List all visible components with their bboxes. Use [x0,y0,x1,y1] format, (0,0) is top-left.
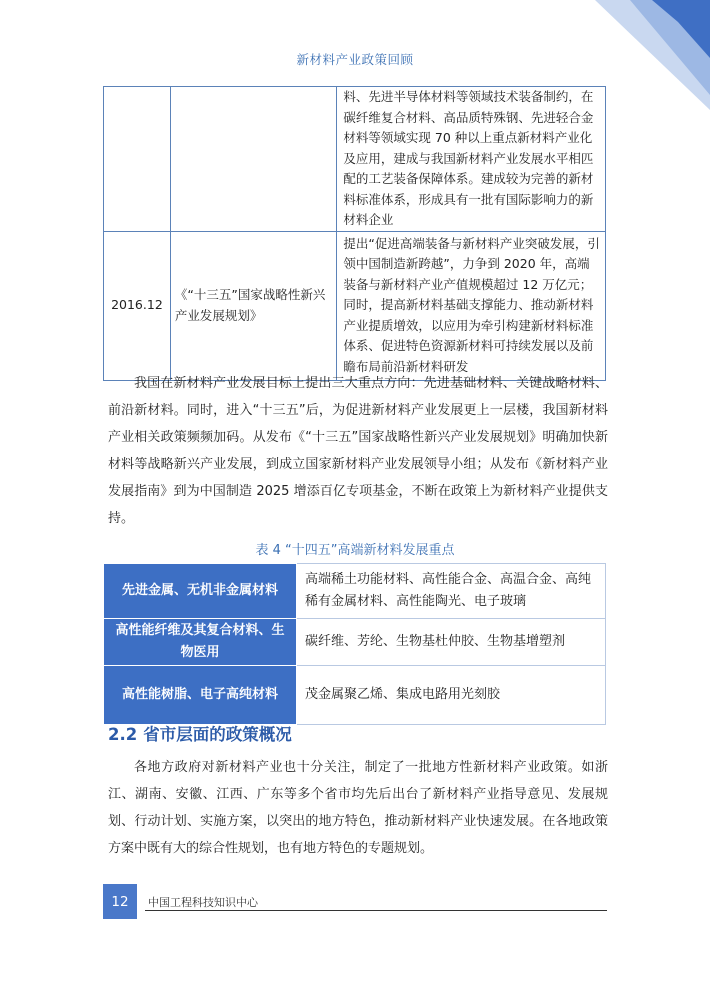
policy-content-cell: 料、先进半导体材料等领域技术装备制约，在碳纤维复合材料、高品质特殊钢、先进轻合金材料等领域实现 70 种以上重点新材料产业化及应用，建成与我国新材料产业发展水平相匹配的工艺装备保障体系。建成较为完善的新材料标准体系，形成具有一批有国际影响力的新材料企业 [337,87,606,232]
table-row [104,87,606,232]
section-number: 2.2 [108,725,138,744]
table-caption: 表 4 “十四五”高端新材料发展重点 [255,543,455,558]
table-row [104,231,606,380]
details-cell: 高端稀土功能材料、高性能合金、高温合金、高纯稀有金属材料、高性能陶光、电子玻璃 [297,564,606,619]
body-paragraph: 我国在新材料产业发展目标上提出三大重点方向：先进基础材料、关键战略材料、前沿新材料。同时，进入“十三五”后，为促进新材料产业发展更上一层楼，我国新材料产业相关政策频频加码。从发布《“十三五”国家战略性新兴产业发展规划》明确加快新材料等战略新兴产业发展，到成立国家新材料产业发展领导小组；从发布《新材料产业发展指南》到为中国制造 2025 增添百亿专项基金，不断在政策上为新材料产业提供支持。 [108,376,608,526]
details-cell: 茂金属聚乙烯、集成电路用光刻胶 [297,666,606,725]
focus-table [103,563,606,725]
details-cell: 碳纤维、芳纶、生物基杜仲胶、生物基增塑剂 [297,619,606,666]
section-heading [108,721,292,745]
running-header: 新材料产业政策回顾 [296,52,414,67]
section-title: 省市层面的政策概况 [143,725,292,744]
policy-date-cell: 2016.12 [104,231,171,380]
category-cell: 先进金属、无机非金属材料 [104,564,297,619]
policy-content-cell: 提出“促进高端装备与新材料产业突破发展，引领中国制造新跨越”，力争到 2020 年，高端装备与新材料产业产值规模超过 12 万亿元；同时，提高新材料基础支撑能力、推动新材料产业提质增效，以应用为牵引构建新材料标准体系、促进特色资源新材料可持续发展以及前瞻布局前沿新材料研发 [337,231,606,380]
table-row [104,619,606,666]
policy-date-cell [104,87,171,232]
category-cell: 高性能纤维及其复合材料、生物医用 [104,619,297,666]
table-row [104,564,606,619]
page-number: 12 [103,884,137,919]
footer-rule [145,910,607,911]
body-paragraph: 各地方政府对新材料产业也十分关注，制定了一批地方性新材料产业政策。如浙江、湖南、安徽、江西、广东等多个省市均先后出台了新材料产业指导意见、发展规划、行动计划、实施方案，以突出的地方特色，推动新材料产业快速发展。在各地政策方案中既有大的综合性规划，也有地方特色的专题规划。 [108,760,608,856]
policy-name-cell [170,87,337,232]
publisher-name: 中国工程科技知识中心 [148,896,258,909]
table-row [104,666,606,725]
category-cell: 高性能树脂、电子高纯材料 [104,666,297,725]
policy-table [103,86,606,381]
policy-name-cell: 《“十三五”国家战略性新兴产业发展规划》 [170,231,337,380]
